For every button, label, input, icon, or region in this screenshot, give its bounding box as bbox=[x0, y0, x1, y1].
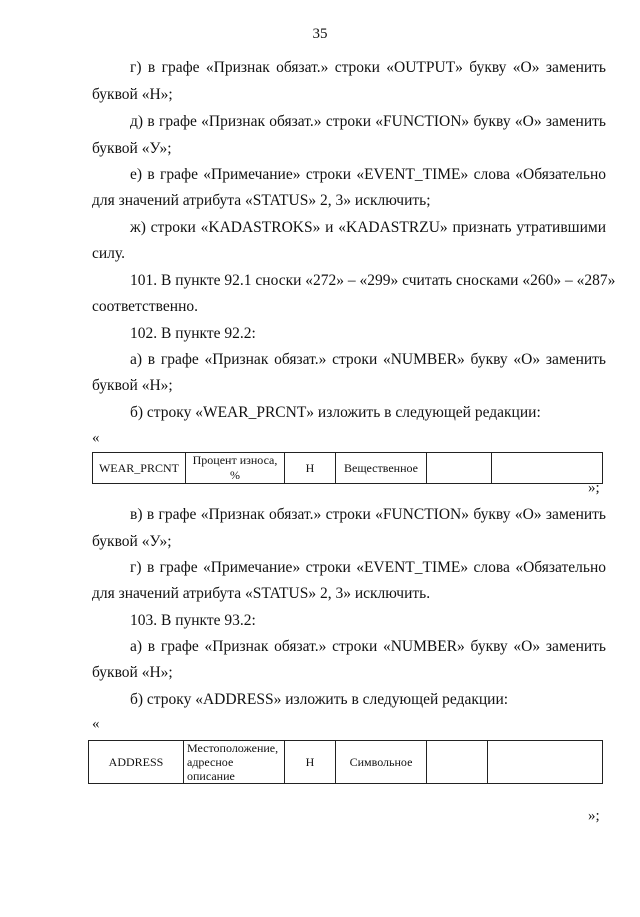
paragraph-line: буквой «У»; bbox=[92, 140, 172, 157]
table-cell-code: ADDRESS bbox=[89, 741, 184, 784]
quote-open: « bbox=[92, 716, 100, 732]
paragraph-heading: 103. В пункте 93.2: bbox=[130, 612, 256, 629]
paragraph-line: соответственно. bbox=[92, 298, 198, 315]
table-cell-code: WEAR_PRCNT bbox=[93, 453, 186, 484]
table-cell-name: Местоположение, адресное описание bbox=[184, 741, 285, 784]
attribute-table-address bbox=[88, 740, 603, 784]
paragraph-line: 101. В пункте 92.1 сноски «272» – «299» считать сносками «260» – «287» bbox=[130, 272, 616, 289]
paragraph-line: б) строку «WEAR_PRCNT» изложить в следующей редакции: bbox=[130, 404, 541, 421]
paragraph-line: буквой «Н»; bbox=[92, 86, 173, 103]
table-cell-required: Н bbox=[285, 453, 336, 484]
quote-close: »; bbox=[588, 480, 600, 496]
table-cell-type: Символьное bbox=[336, 741, 427, 784]
attribute-table-wear-prcnt bbox=[92, 452, 603, 484]
paragraph-line: для значений атрибута «STATUS» 2, 3» исключить; bbox=[92, 192, 431, 209]
paragraph-line: буквой «У»; bbox=[92, 533, 172, 550]
paragraph-line: д) в графе «Признак обязат.» строки «FUNCTION» букву «О» заменить bbox=[130, 113, 606, 130]
paragraph-line: е) в графе «Примечание» строки «EVENT_TIME» слова «Обязательно bbox=[130, 166, 606, 183]
paragraph-line: б) строку «ADDRESS» изложить в следующей редакции: bbox=[130, 691, 509, 708]
paragraph-line: ж) строки «KADASTROKS» и «KADASTRZU» признать утратившими bbox=[130, 219, 606, 236]
paragraph-line: а) в графе «Признак обязат.» строки «NUMBER» букву «О» заменить bbox=[130, 638, 606, 655]
table-cell-empty bbox=[427, 453, 492, 484]
paragraph-line: буквой «Н»; bbox=[92, 377, 173, 394]
quote-close: »; bbox=[588, 808, 600, 824]
paragraph-line: в) в графе «Признак обязат.» строки «FUNCTION» букву «О» заменить bbox=[130, 506, 606, 523]
table-cell-type: Вещественное bbox=[336, 453, 427, 484]
paragraph-heading: 102. В пункте 92.2: bbox=[130, 325, 256, 342]
quote-open: « bbox=[92, 430, 100, 446]
paragraph-line: силу. bbox=[92, 245, 125, 262]
table-cell-empty bbox=[488, 741, 603, 784]
paragraph-line: г) в графе «Примечание» строки «EVENT_TIME» слова «Обязательно bbox=[130, 559, 606, 576]
table-cell-required: Н bbox=[285, 741, 336, 784]
table-cell-name: Процент износа, % bbox=[186, 453, 285, 484]
paragraph-line: буквой «Н»; bbox=[92, 664, 173, 681]
paragraph-line: а) в графе «Признак обязат.» строки «NUMBER» букву «О» заменить bbox=[130, 351, 606, 368]
paragraph-line: г) в графе «Признак обязат.» строки «OUTPUT» букву «О» заменить bbox=[130, 59, 606, 76]
paragraph-line: для значений атрибута «STATUS» 2, 3» исключить. bbox=[92, 585, 431, 602]
table-cell-empty bbox=[492, 453, 603, 484]
table-cell-empty bbox=[427, 741, 488, 784]
page-number: 35 bbox=[312, 26, 328, 42]
